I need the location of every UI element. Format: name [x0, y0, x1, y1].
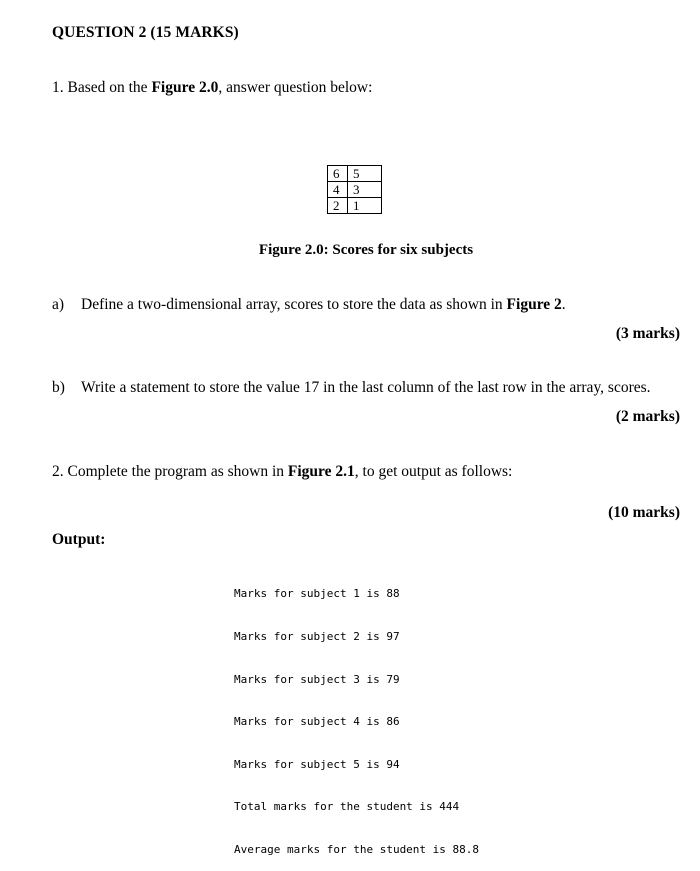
- question-2-post: , to get output as follows:: [354, 463, 513, 480]
- part-a-text: [52, 296, 566, 314]
- table-cell: 6: [328, 166, 348, 182]
- question-1-figure-ref: Figure 2.0: [151, 79, 219, 96]
- question-1-number: 1.: [52, 79, 64, 96]
- output-line: Marks for subject 4 is 86: [234, 715, 400, 729]
- question-heading: QUESTION 2 (15 MARKS): [52, 24, 239, 41]
- part-a-pre: Define a two-dimensional array, scores to store the data as shown in: [81, 296, 507, 313]
- question-2-pre: Complete the program as shown in: [67, 463, 288, 480]
- table-row: [328, 182, 382, 198]
- question-2-marks: (10 marks): [608, 504, 680, 521]
- part-b-statement: Write a statement to store the value 17 in the last column of the last row in the array, scores.: [81, 379, 651, 396]
- table-cell: 3: [348, 182, 382, 198]
- part-b-marks: (2 marks): [615, 408, 680, 425]
- output-line: Average marks for the student is 88.8: [234, 843, 480, 857]
- part-a-marks: (3 marks): [615, 325, 680, 342]
- part-a-post: .: [561, 296, 566, 313]
- figure-caption: Figure 2.0: Scores for six subjects: [258, 242, 474, 258]
- question-1-text: [52, 79, 372, 97]
- part-a-figure-ref: Figure 2: [506, 296, 562, 313]
- table-cell: 5: [348, 166, 382, 182]
- output-line: Marks for subject 5 is 94: [234, 757, 400, 771]
- output-line: Total marks for the student is 444: [234, 800, 460, 814]
- output-line: Marks for subject 1 is 88: [234, 587, 400, 601]
- question-2-number: 2.: [52, 463, 64, 480]
- output-line: Marks for subject 3 is 79: [234, 672, 400, 686]
- question-1-pre: Based on the: [67, 79, 152, 96]
- part-b-label: b): [52, 379, 65, 396]
- program-output: [234, 559, 479, 871]
- output-line: Marks for subject 2 is 97: [234, 630, 400, 644]
- figure-2-0-table: [327, 165, 382, 214]
- part-a-label: a): [52, 296, 65, 313]
- table-row: [328, 166, 382, 182]
- table-cell: 1: [348, 198, 382, 214]
- table-cell: 4: [328, 182, 348, 198]
- question-2-figure-ref: Figure 2.1: [287, 463, 355, 480]
- table-cell: 2: [328, 198, 348, 214]
- question-2-text: [52, 463, 512, 481]
- table-row: [328, 198, 382, 214]
- output-label: Output:: [52, 531, 106, 548]
- question-1-post: , answer question below:: [218, 79, 373, 96]
- part-b-text: [52, 379, 651, 397]
